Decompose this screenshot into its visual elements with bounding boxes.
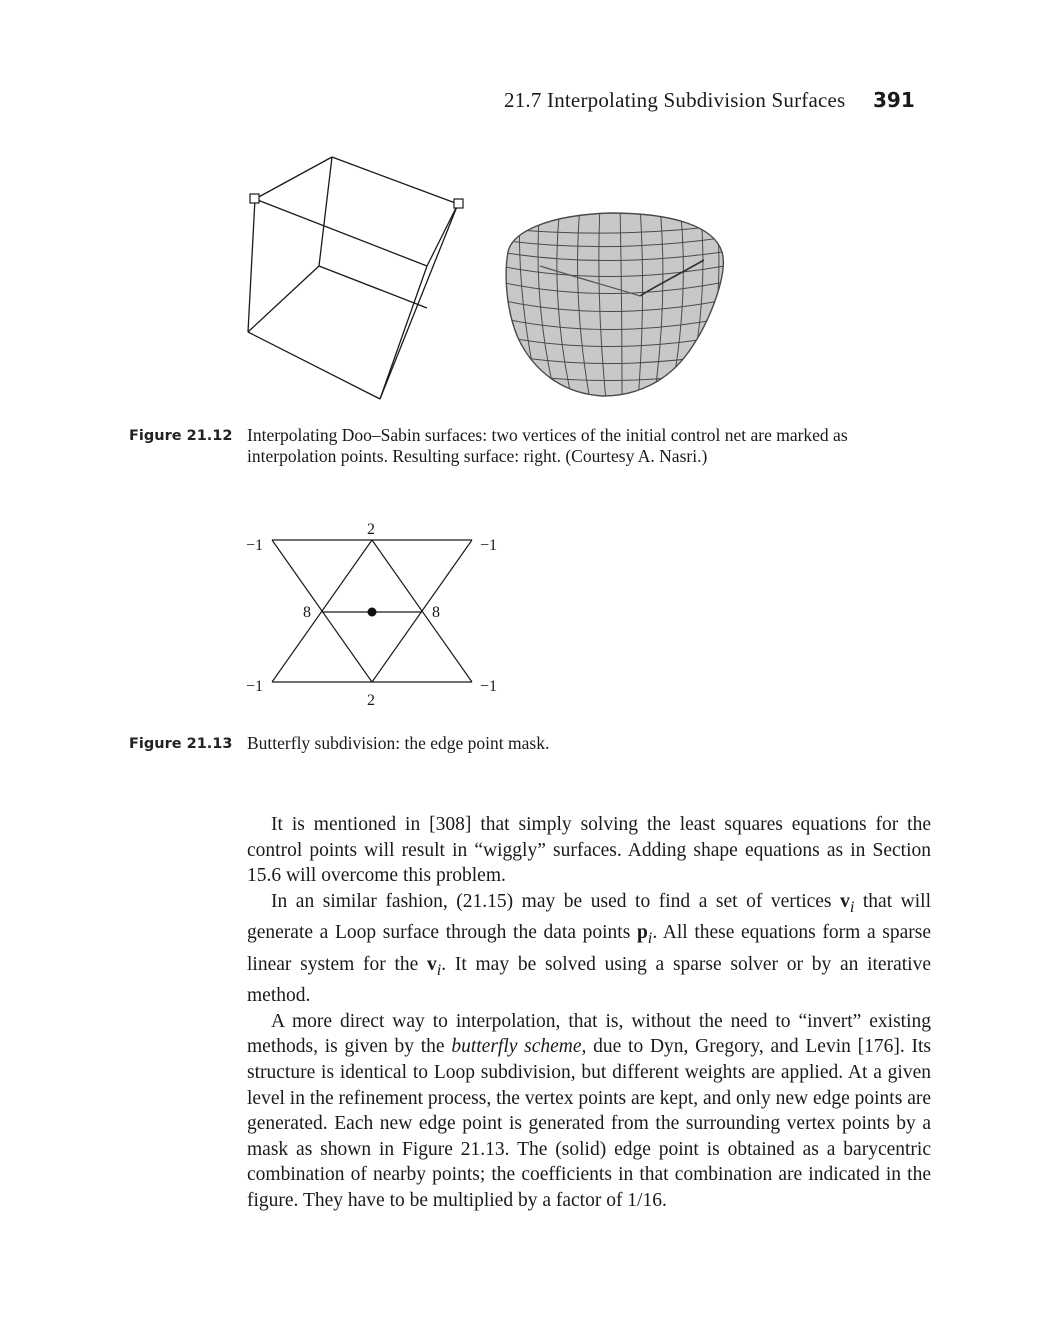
mask-weight: −1: [246, 537, 264, 554]
paragraph: It is mentioned in [308] that simply solving the least squares equations for the control points will result in “wiggly” surfaces. Adding shape equations as in Section 15.6 will overcome this problem.: [247, 814, 931, 887]
paragraph: A more direct way to interpolation, that is, without the need to “invert” existing methods, is given by the butterfly scheme, due to Dyn, Gregory, and Levin [176]. Its structure is identical to Loop subdivision, but different weights are applied. At a given level in the refinement process, the vertex points are kept, and only new edge points are generated. Each new edge point is generated from the surrounding vertex points by a mask as shown in Figure 21.13. The (solid) edge point is obtained as a barycentric combination of nearby points; the coefficients in that combination are indicated in the figure. They have to be multiplied by a factor of 1/16.: [247, 1010, 931, 1211]
math-symbol: v: [840, 890, 850, 912]
butterfly-mask-diagram: [240, 515, 510, 715]
figure-caption: Butterfly subdivision: the edge point mask.: [247, 733, 550, 753]
interpolation-point-marker: [250, 194, 259, 203]
mask-weight: 8: [432, 604, 440, 621]
edge-point-dot: [368, 608, 377, 617]
subdivision-surface-render: [500, 205, 732, 400]
mask-weight: 2: [367, 521, 375, 538]
paragraph: In an similar fashion, (21.15) may be used to find a set of vertices $v_i$ that will generate a Loop surface through the data points $p_i$. All these equations form a sparse linear system for the $v_i$. It may be solved using a sparse solver or by an iterative method.: [247, 890, 931, 1007]
mask-weight: −1: [480, 678, 498, 695]
body-text: [247, 812, 931, 1214]
mask-weight: −1: [246, 678, 264, 695]
figure-caption: Interpolating Doo–Sabin surfaces: two vertices of the initial control net are marked as interpolation points. Resulting surface: right. (Courtesy A. Nasri.): [247, 425, 848, 466]
control-net-diagram: [240, 150, 470, 410]
math-symbol: p: [636, 922, 648, 944]
figure-label: Figure 21.12: [129, 428, 233, 444]
mask-weight: 8: [303, 604, 311, 621]
interpolation-point-marker: [454, 199, 463, 208]
figure-label: Figure 21.13: [129, 736, 233, 752]
mask-weight: −1: [480, 537, 498, 554]
running-title: 21.7 Interpolating Subdivision Surfaces: [504, 88, 846, 112]
page-number: 391: [873, 88, 915, 112]
math-symbol: v: [427, 953, 437, 975]
emphasis: butterfly scheme,: [451, 1036, 587, 1058]
mask-weight: 2: [367, 692, 375, 709]
